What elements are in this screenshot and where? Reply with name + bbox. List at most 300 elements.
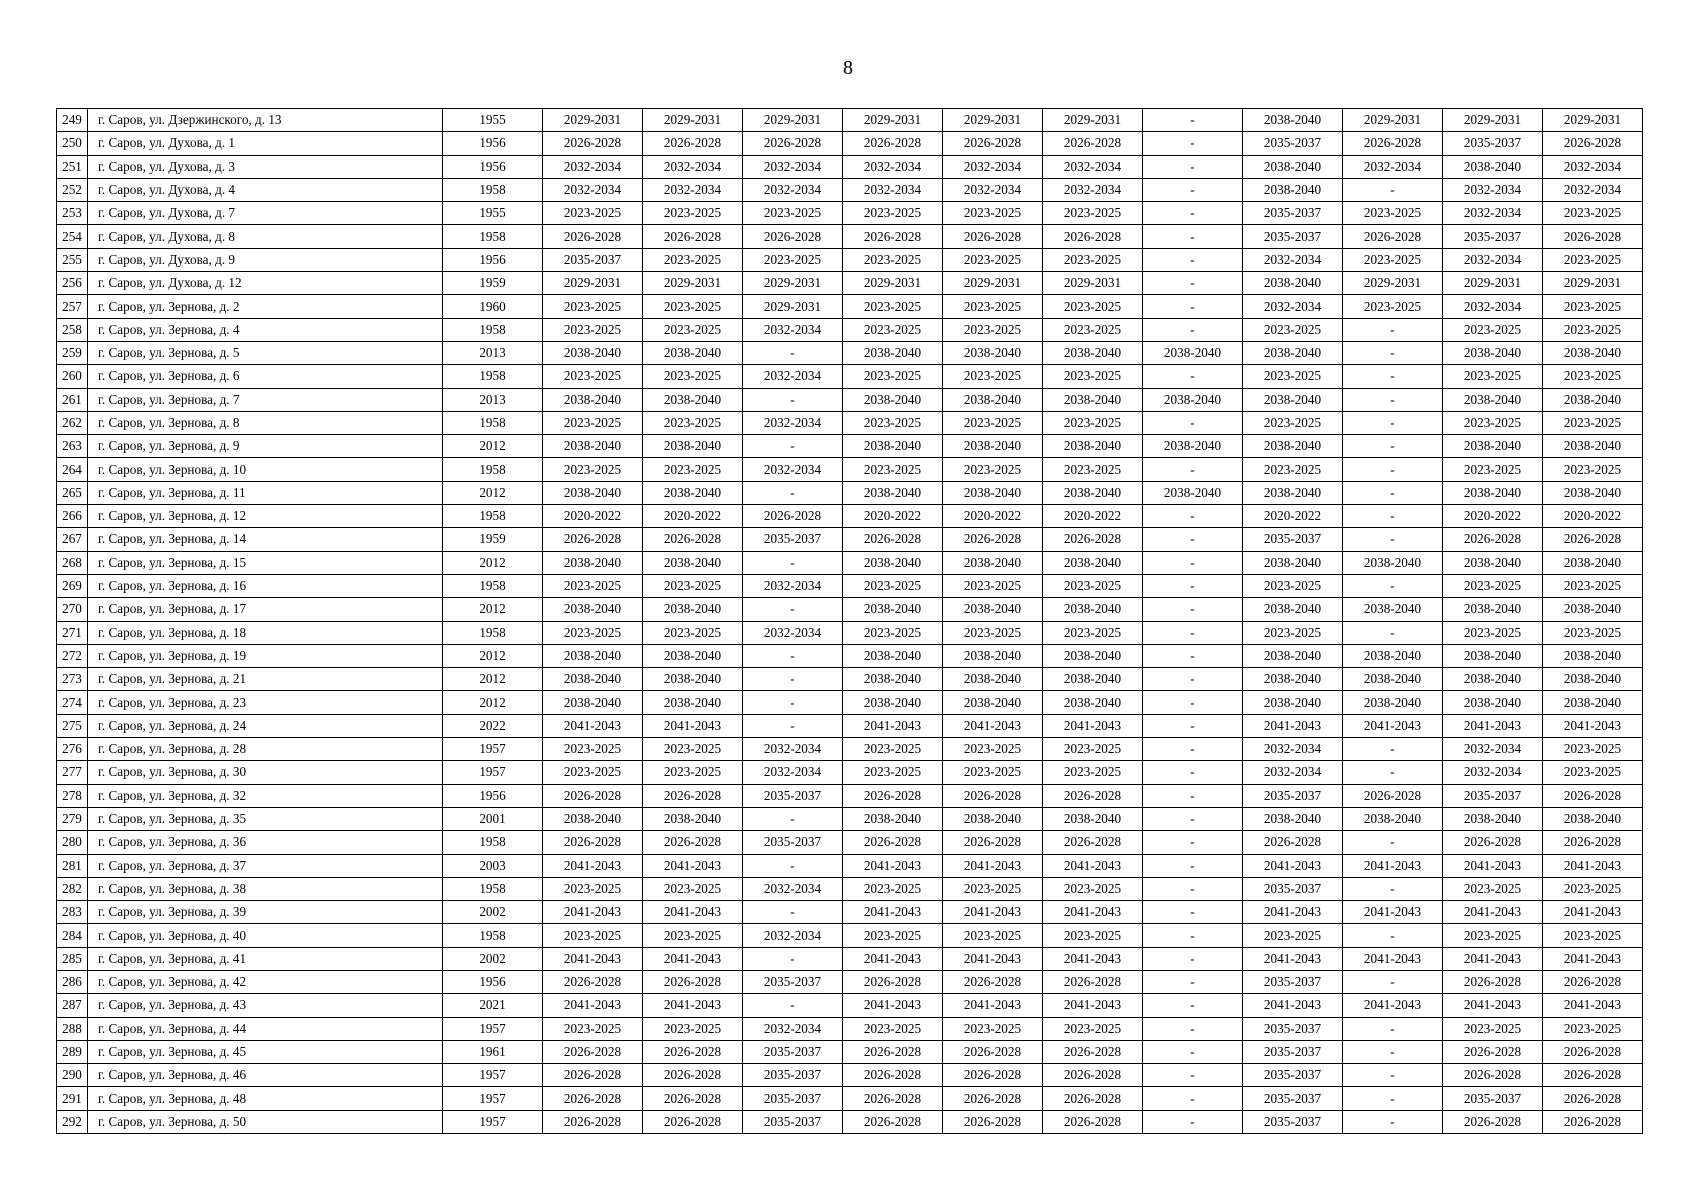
period-cell-4: 2026-2028 [843,528,943,551]
period-cell-5: 2038-2040 [943,551,1043,574]
year-built-cell: 1956 [443,784,543,807]
period-cell-9: - [1343,318,1443,341]
period-cell-8: 2038-2040 [1243,155,1343,178]
period-cell-3: - [743,435,843,458]
row-number-cell: 265 [57,481,88,504]
period-cell-6: 2038-2040 [1043,691,1143,714]
period-cell-2: 2026-2028 [643,784,743,807]
period-cell-10: 2038-2040 [1443,551,1543,574]
year-built-cell: 2012 [443,598,543,621]
table-row [57,1064,1643,1087]
period-cell-8: 2038-2040 [1243,691,1343,714]
address-cell: г. Саров, ул. Зернова, д. 12 [88,505,443,528]
period-cell-6: 2023-2025 [1043,295,1143,318]
period-cell-2: 2026-2028 [643,132,743,155]
row-number-cell: 258 [57,318,88,341]
period-cell-10: 2023-2025 [1443,621,1543,644]
period-cell-5: 2026-2028 [943,225,1043,248]
address-cell: г. Саров, ул. Зернова, д. 45 [88,1040,443,1063]
period-cell-9: 2023-2025 [1343,248,1443,271]
period-cell-11: 2038-2040 [1543,388,1643,411]
period-cell-7: - [1143,994,1243,1017]
housing-repair-schedule-table [56,108,1643,1134]
period-cell-1: 2023-2025 [543,877,643,900]
table-row [57,365,1643,388]
period-cell-7: - [1143,668,1243,691]
year-built-cell: 1955 [443,109,543,132]
period-cell-7: 2038-2040 [1143,481,1243,504]
year-built-cell: 2012 [443,481,543,504]
row-number-cell: 272 [57,644,88,667]
period-cell-2: 2026-2028 [643,528,743,551]
period-cell-3: 2023-2025 [743,248,843,271]
period-cell-4: 2026-2028 [843,225,943,248]
address-cell: г. Саров, ул. Духова, д. 4 [88,178,443,201]
period-cell-8: 2041-2043 [1243,947,1343,970]
period-cell-7: - [1143,877,1243,900]
period-cell-2: 2023-2025 [643,318,743,341]
period-cell-3: - [743,481,843,504]
period-cell-7: - [1143,1087,1243,1110]
period-cell-5: 2023-2025 [943,761,1043,784]
row-number-cell: 276 [57,738,88,761]
period-cell-4: 2026-2028 [843,784,943,807]
period-cell-3: - [743,668,843,691]
period-cell-9: - [1343,970,1443,993]
period-cell-11: 2026-2028 [1543,1064,1643,1087]
address-cell: г. Саров, ул. Зернова, д. 8 [88,411,443,434]
period-cell-4: 2041-2043 [843,901,943,924]
period-cell-8: 2035-2037 [1243,132,1343,155]
row-number-cell: 286 [57,970,88,993]
period-cell-7: - [1143,528,1243,551]
period-cell-11: 2026-2028 [1543,225,1643,248]
period-cell-5: 2023-2025 [943,1017,1043,1040]
table-row [57,831,1643,854]
period-cell-9: - [1343,924,1443,947]
period-cell-4: 2023-2025 [843,411,943,434]
period-cell-8: 2035-2037 [1243,784,1343,807]
year-built-cell: 2012 [443,691,543,714]
year-built-cell: 2002 [443,947,543,970]
period-cell-9: - [1343,458,1443,481]
period-cell-6: 2020-2022 [1043,505,1143,528]
period-cell-4: 2029-2031 [843,109,943,132]
address-cell: г. Саров, ул. Зернова, д. 42 [88,970,443,993]
period-cell-1: 2038-2040 [543,388,643,411]
year-built-cell: 2002 [443,901,543,924]
period-cell-2: 2023-2025 [643,202,743,225]
period-cell-8: 2038-2040 [1243,668,1343,691]
period-cell-2: 2038-2040 [643,551,743,574]
row-number-cell: 267 [57,528,88,551]
period-cell-4: 2029-2031 [843,272,943,295]
period-cell-11: 2029-2031 [1543,272,1643,295]
period-cell-3: 2026-2028 [743,225,843,248]
row-number-cell: 289 [57,1040,88,1063]
table-row [57,155,1643,178]
period-cell-2: 2023-2025 [643,761,743,784]
year-built-cell: 2012 [443,668,543,691]
row-number-cell: 256 [57,272,88,295]
address-cell: г. Саров, ул. Зернова, д. 18 [88,621,443,644]
period-cell-6: 2023-2025 [1043,738,1143,761]
period-cell-3: 2026-2028 [743,132,843,155]
table-row [57,1087,1643,1110]
period-cell-10: 2023-2025 [1443,574,1543,597]
period-cell-4: 2023-2025 [843,458,943,481]
period-cell-10: 2026-2028 [1443,1040,1543,1063]
period-cell-2: 2023-2025 [643,411,743,434]
period-cell-7: - [1143,947,1243,970]
period-cell-2: 2038-2040 [643,644,743,667]
period-cell-8: 2038-2040 [1243,551,1343,574]
period-cell-10: 2038-2040 [1443,644,1543,667]
period-cell-4: 2023-2025 [843,295,943,318]
period-cell-5: 2026-2028 [943,1110,1043,1133]
period-cell-4: 2038-2040 [843,691,943,714]
period-cell-6: 2041-2043 [1043,901,1143,924]
period-cell-4: 2041-2043 [843,947,943,970]
period-cell-1: 2041-2043 [543,714,643,737]
period-cell-3: - [743,551,843,574]
period-cell-9: 2032-2034 [1343,155,1443,178]
period-cell-7: 2038-2040 [1143,388,1243,411]
year-built-cell: 1956 [443,132,543,155]
period-cell-3: 2035-2037 [743,831,843,854]
period-cell-2: 2041-2043 [643,854,743,877]
year-built-cell: 1958 [443,318,543,341]
period-cell-4: 2023-2025 [843,1017,943,1040]
address-cell: г. Саров, ул. Зернова, д. 48 [88,1087,443,1110]
period-cell-7: - [1143,1110,1243,1133]
period-cell-8: 2038-2040 [1243,178,1343,201]
year-built-cell: 2022 [443,714,543,737]
period-cell-8: 2038-2040 [1243,481,1343,504]
table-row [57,435,1643,458]
period-cell-5: 2023-2025 [943,924,1043,947]
address-cell: г. Саров, ул. Зернова, д. 46 [88,1064,443,1087]
period-cell-3: - [743,854,843,877]
table-row [57,481,1643,504]
period-cell-10: 2038-2040 [1443,341,1543,364]
period-cell-10: 2029-2031 [1443,109,1543,132]
period-cell-6: 2026-2028 [1043,1087,1143,1110]
period-cell-8: 2038-2040 [1243,272,1343,295]
period-cell-6: 2038-2040 [1043,807,1143,830]
row-number-cell: 283 [57,901,88,924]
period-cell-4: 2038-2040 [843,644,943,667]
table-body [57,109,1643,1134]
period-cell-4: 2023-2025 [843,738,943,761]
period-cell-10: 2026-2028 [1443,831,1543,854]
year-built-cell: 2021 [443,994,543,1017]
table-row [57,877,1643,900]
period-cell-7: - [1143,551,1243,574]
table-row [57,947,1643,970]
period-cell-1: 2038-2040 [543,598,643,621]
period-cell-11: 2041-2043 [1543,947,1643,970]
period-cell-11: 2023-2025 [1543,411,1643,434]
period-cell-4: 2041-2043 [843,854,943,877]
period-cell-6: 2026-2028 [1043,970,1143,993]
address-cell: г. Саров, ул. Зернова, д. 9 [88,435,443,458]
period-cell-8: 2035-2037 [1243,202,1343,225]
period-cell-5: 2038-2040 [943,481,1043,504]
period-cell-6: 2032-2034 [1043,155,1143,178]
table-row [57,318,1643,341]
period-cell-10: 2041-2043 [1443,947,1543,970]
period-cell-5: 2026-2028 [943,1064,1043,1087]
period-cell-8: 2041-2043 [1243,714,1343,737]
period-cell-6: 2023-2025 [1043,1017,1143,1040]
period-cell-7: - [1143,155,1243,178]
address-cell: г. Саров, ул. Духова, д. 7 [88,202,443,225]
period-cell-5: 2038-2040 [943,341,1043,364]
period-cell-3: 2032-2034 [743,924,843,947]
row-number-cell: 288 [57,1017,88,1040]
period-cell-1: 2041-2043 [543,901,643,924]
period-cell-10: 2032-2034 [1443,761,1543,784]
period-cell-7: - [1143,295,1243,318]
period-cell-9: - [1343,877,1443,900]
period-cell-8: 2026-2028 [1243,831,1343,854]
period-cell-8: 2038-2040 [1243,109,1343,132]
table-row [57,178,1643,201]
period-cell-1: 2035-2037 [543,248,643,271]
period-cell-3: - [743,388,843,411]
period-cell-6: 2026-2028 [1043,831,1143,854]
period-cell-2: 2023-2025 [643,295,743,318]
address-cell: г. Саров, ул. Зернова, д. 32 [88,784,443,807]
period-cell-11: 2023-2025 [1543,248,1643,271]
period-cell-11: 2026-2028 [1543,1110,1643,1133]
period-cell-6: 2032-2034 [1043,178,1143,201]
period-cell-11: 2023-2025 [1543,621,1643,644]
period-cell-6: 2038-2040 [1043,668,1143,691]
row-number-cell: 282 [57,877,88,900]
year-built-cell: 1958 [443,831,543,854]
address-cell: г. Саров, ул. Зернова, д. 37 [88,854,443,877]
period-cell-1: 2026-2028 [543,225,643,248]
period-cell-11: 2026-2028 [1543,970,1643,993]
period-cell-9: - [1343,1064,1443,1087]
table-row [57,994,1643,1017]
address-cell: г. Саров, ул. Зернова, д. 40 [88,924,443,947]
period-cell-7: - [1143,458,1243,481]
row-number-cell: 260 [57,365,88,388]
period-cell-4: 2026-2028 [843,1087,943,1110]
period-cell-7: - [1143,574,1243,597]
period-cell-9: - [1343,365,1443,388]
period-cell-8: 2032-2034 [1243,738,1343,761]
period-cell-1: 2023-2025 [543,924,643,947]
period-cell-6: 2026-2028 [1043,132,1143,155]
year-built-cell: 1958 [443,877,543,900]
period-cell-9: 2041-2043 [1343,947,1443,970]
period-cell-5: 2023-2025 [943,458,1043,481]
address-cell: г. Саров, ул. Зернова, д. 36 [88,831,443,854]
year-built-cell: 2012 [443,435,543,458]
period-cell-11: 2038-2040 [1543,807,1643,830]
period-cell-2: 2023-2025 [643,458,743,481]
period-cell-5: 2023-2025 [943,318,1043,341]
row-number-cell: 255 [57,248,88,271]
period-cell-7: - [1143,761,1243,784]
period-cell-1: 2038-2040 [543,435,643,458]
period-cell-5: 2023-2025 [943,738,1043,761]
period-cell-3: - [743,807,843,830]
period-cell-7: - [1143,924,1243,947]
row-number-cell: 263 [57,435,88,458]
period-cell-3: 2032-2034 [743,458,843,481]
period-cell-3: 2029-2031 [743,295,843,318]
address-cell: г. Саров, ул. Зернова, д. 43 [88,994,443,1017]
period-cell-10: 2038-2040 [1443,155,1543,178]
period-cell-11: 2029-2031 [1543,109,1643,132]
row-number-cell: 290 [57,1064,88,1087]
row-number-cell: 251 [57,155,88,178]
period-cell-5: 2026-2028 [943,970,1043,993]
period-cell-9: 2041-2043 [1343,901,1443,924]
period-cell-5: 2023-2025 [943,574,1043,597]
period-cell-5: 2026-2028 [943,528,1043,551]
period-cell-3: 2035-2037 [743,784,843,807]
row-number-cell: 262 [57,411,88,434]
table-row [57,458,1643,481]
table-row [57,714,1643,737]
period-cell-2: 2026-2028 [643,970,743,993]
period-cell-8: 2023-2025 [1243,318,1343,341]
table-row [57,621,1643,644]
period-cell-7: 2038-2040 [1143,435,1243,458]
period-cell-4: 2023-2025 [843,574,943,597]
table-row [57,644,1643,667]
address-cell: г. Саров, ул. Зернова, д. 14 [88,528,443,551]
period-cell-3: - [743,947,843,970]
period-cell-2: 2023-2025 [643,248,743,271]
period-cell-9: - [1343,621,1443,644]
table-row [57,225,1643,248]
period-cell-1: 2041-2043 [543,994,643,1017]
period-cell-8: 2032-2034 [1243,248,1343,271]
row-number-cell: 253 [57,202,88,225]
period-cell-4: 2023-2025 [843,248,943,271]
period-cell-8: 2038-2040 [1243,388,1343,411]
period-cell-10: 2038-2040 [1443,388,1543,411]
period-cell-7: - [1143,807,1243,830]
period-cell-3: 2026-2028 [743,505,843,528]
period-cell-2: 2032-2034 [643,155,743,178]
period-cell-1: 2026-2028 [543,1040,643,1063]
period-cell-7: - [1143,714,1243,737]
period-cell-8: 2035-2037 [1243,225,1343,248]
period-cell-10: 2023-2025 [1443,411,1543,434]
row-number-cell: 275 [57,714,88,737]
year-built-cell: 1958 [443,458,543,481]
period-cell-5: 2038-2040 [943,807,1043,830]
period-cell-2: 2029-2031 [643,272,743,295]
address-cell: г. Саров, ул. Духова, д. 8 [88,225,443,248]
period-cell-7: - [1143,202,1243,225]
period-cell-7: - [1143,784,1243,807]
table-row [57,738,1643,761]
year-built-cell: 1956 [443,970,543,993]
period-cell-3: 2032-2034 [743,738,843,761]
address-cell: г. Саров, ул. Духова, д. 1 [88,132,443,155]
period-cell-11: 2038-2040 [1543,341,1643,364]
period-cell-5: 2023-2025 [943,621,1043,644]
period-cell-6: 2026-2028 [1043,528,1143,551]
period-cell-9: 2041-2043 [1343,994,1443,1017]
period-cell-3: - [743,341,843,364]
address-cell: г. Саров, ул. Зернова, д. 38 [88,877,443,900]
year-built-cell: 1957 [443,761,543,784]
period-cell-7: - [1143,505,1243,528]
period-cell-4: 2023-2025 [843,924,943,947]
period-cell-11: 2038-2040 [1543,481,1643,504]
period-cell-7: - [1143,644,1243,667]
period-cell-2: 2026-2028 [643,1110,743,1133]
period-cell-9: - [1343,411,1443,434]
period-cell-5: 2023-2025 [943,295,1043,318]
period-cell-8: 2035-2037 [1243,1064,1343,1087]
year-built-cell: 1955 [443,202,543,225]
table-row [57,691,1643,714]
period-cell-1: 2029-2031 [543,272,643,295]
period-cell-1: 2038-2040 [543,481,643,504]
period-cell-9: 2038-2040 [1343,551,1443,574]
period-cell-3: 2032-2034 [743,178,843,201]
period-cell-6: 2038-2040 [1043,435,1143,458]
period-cell-1: 2026-2028 [543,831,643,854]
year-built-cell: 1958 [443,225,543,248]
table-row [57,551,1643,574]
period-cell-4: 2038-2040 [843,341,943,364]
period-cell-10: 2026-2028 [1443,1110,1543,1133]
period-cell-11: 2041-2043 [1543,994,1643,1017]
period-cell-6: 2029-2031 [1043,272,1143,295]
period-cell-11: 2038-2040 [1543,551,1643,574]
period-cell-6: 2023-2025 [1043,924,1143,947]
period-cell-2: 2038-2040 [643,435,743,458]
address-cell: г. Саров, ул. Зернова, д. 24 [88,714,443,737]
period-cell-9: - [1343,481,1443,504]
period-cell-1: 2026-2028 [543,132,643,155]
row-number-cell: 271 [57,621,88,644]
period-cell-10: 2032-2034 [1443,202,1543,225]
period-cell-7: 2038-2040 [1143,341,1243,364]
row-number-cell: 257 [57,295,88,318]
table-row [57,1040,1643,1063]
period-cell-1: 2032-2034 [543,178,643,201]
period-cell-3: 2032-2034 [743,1017,843,1040]
address-cell: г. Саров, ул. Зернова, д. 2 [88,295,443,318]
period-cell-1: 2038-2040 [543,551,643,574]
row-number-cell: 280 [57,831,88,854]
address-cell: г. Саров, ул. Зернова, д. 6 [88,365,443,388]
period-cell-7: - [1143,1017,1243,1040]
period-cell-5: 2038-2040 [943,598,1043,621]
period-cell-1: 2023-2025 [543,318,643,341]
year-built-cell: 1957 [443,1064,543,1087]
period-cell-6: 2038-2040 [1043,341,1143,364]
table-row [57,924,1643,947]
row-number-cell: 274 [57,691,88,714]
period-cell-10: 2032-2034 [1443,738,1543,761]
address-cell: г. Саров, ул. Зернова, д. 4 [88,318,443,341]
year-built-cell: 1959 [443,528,543,551]
